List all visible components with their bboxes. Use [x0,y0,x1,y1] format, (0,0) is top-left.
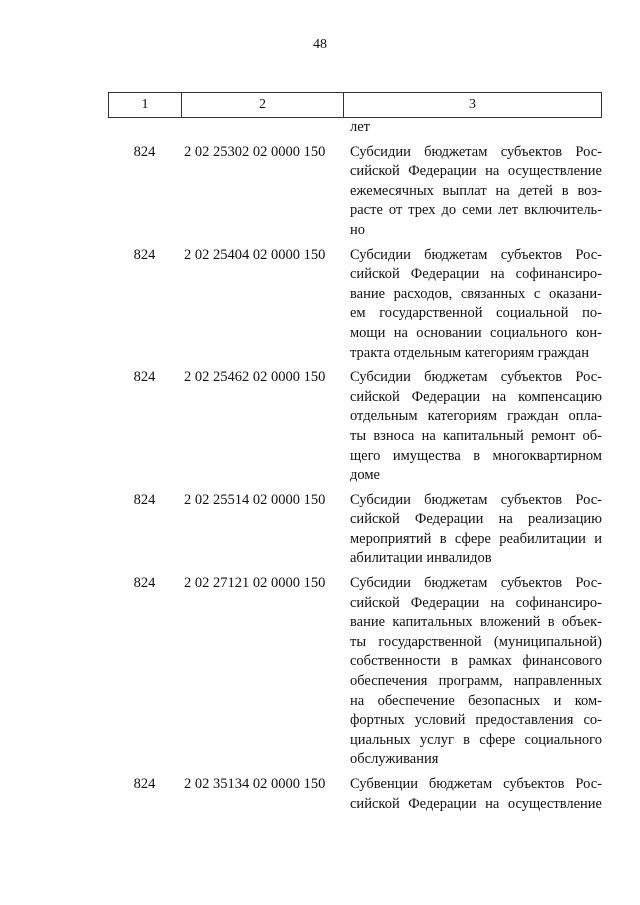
description-line: циальных услуг в сфере социального [350,731,602,748]
description-line: сийской Федерации на компенсацию [350,388,602,405]
description-line: обеспечения программ, направленных [350,673,602,690]
description-line: Субвенции бюджетам субъектов Рос- [350,776,602,792]
description-line: сийской Федерации на софинансиро- [350,266,602,283]
header-col-3: 3 [469,97,476,112]
table-header [108,92,602,118]
table-row [108,143,602,241]
description-line: сийской Федерации на софинансиро- [350,594,602,611]
description-line: лет [350,119,371,135]
description-line: на обеспечение безопасных и ком- [350,692,602,709]
description-line: Субсидии бюджетам субъектов Рос- [350,246,602,263]
budget-code-cell: 2 02 25462 02 0000 150 [184,369,326,386]
table-row [108,574,602,770]
description-line: фортных условий предоставления со- [350,712,602,729]
description-line: обслуживания [350,751,439,768]
table-row [108,368,602,486]
description-cell [343,246,602,364]
header-col-2: 2 [182,93,344,117]
description-cell [343,775,602,814]
description-line: ты взноса на капитальный ремонт об- [350,427,602,444]
description-line: ты государственной (муниципальной) [350,633,602,650]
header-col-1: 1 [109,93,182,117]
description-line: расте от трех до семи лет включитель- [350,202,602,219]
budget-code-cell: 2 02 25302 02 0000 150 [184,143,326,160]
description-line: но [350,221,366,238]
table-row [108,246,602,364]
description-line: Субсидии бюджетам субъектов Рос- [350,143,602,160]
description-line: мощи на основании социального кон- [350,324,602,341]
table-row [108,775,602,814]
description-line: доме [350,467,380,484]
budget-code-cell [181,118,343,138]
description-line: ем государственной социальной по- [350,305,602,322]
admin-code-cell: 824 [133,246,156,263]
description-line: сийской Федерации на реализацию [350,511,602,528]
description-line: вание расходов, связанных с оказани- [350,285,602,302]
description-line: мероприятий в сфере реабилитации и [350,530,602,547]
table-row [108,491,602,569]
continuation-row [108,118,602,138]
budget-code-cell: 2 02 25404 02 0000 150 [184,246,326,263]
admin-code-cell: 824 [133,369,156,386]
description-line: щего имущества в многоквартирном [350,447,602,464]
table-body [108,118,602,814]
page-number: 48 [313,37,327,52]
description-cell [343,143,602,241]
description-line: Субсидии бюджетам субъектов Рос- [350,575,602,592]
admin-code-cell: 824 [133,143,156,160]
description-line: собственности в рамках финансового [350,653,602,670]
description-line: тракта отдельным категориям граждан [350,344,589,361]
budget-code-cell: 2 02 25514 02 0000 150 [184,491,326,508]
description-cell [343,574,602,770]
description-line: сийской Федерации на осуществление [350,795,602,812]
description-line: Субсидии бюджетам субъектов Рос- [350,369,602,386]
description-cell [343,491,602,569]
admin-code-cell [108,118,181,138]
description-line: вание капитальных вложений в объек- [350,614,602,631]
admin-code-cell: 824 [133,575,156,592]
description-cell [343,368,602,486]
budget-code-cell: 2 02 35134 02 0000 150 [184,776,326,792]
description-line: ежемесячных выплат на детей в воз- [350,182,602,199]
description-line: отдельным категориям граждан опла- [350,408,602,425]
description-line: сийской Федерации на осуществление [350,163,602,180]
description-line: Субсидии бюджетам субъектов Рос- [350,491,602,508]
admin-code-cell: 824 [133,776,156,792]
budget-code-cell: 2 02 27121 02 0000 150 [184,575,326,592]
admin-code-cell: 824 [133,491,156,508]
description-cell [343,118,602,138]
description-line: абилитации инвалидов [350,550,492,567]
